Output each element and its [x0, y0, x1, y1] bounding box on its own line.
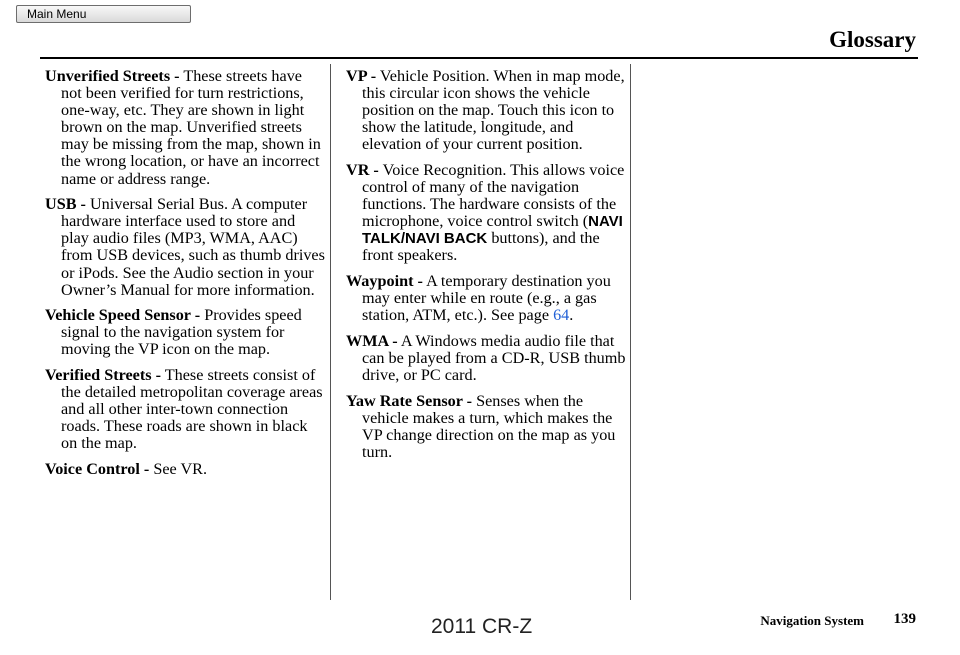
page-title: Glossary [829, 27, 916, 52]
glossary-term: WMA - [346, 331, 398, 350]
glossary-term: VR - [346, 160, 379, 179]
main-menu-button[interactable]: Main Menu [16, 5, 191, 23]
glossary-definition: Universal Serial Bus. A computer hardware interface used to store and play audio files (MP3, WMA, AAC) from USB devices, such as thumb drives or iPods. See the Audio section in your Owner’s Manual for more information. [61, 195, 325, 299]
glossary-definition: Voice Recognition. This allows voice control of many of the navigation functions. The hardware consists of the microphone, voice control switch ( [362, 160, 625, 231]
glossary-entry-voice-control [45, 461, 325, 478]
column-divider-right [630, 64, 631, 600]
watermark: 2011 CR-Z [431, 615, 533, 638]
glossary-definition: Provides speed signal to the navigation system for moving the VP icon on the map. [61, 306, 302, 359]
glossary-term: Unverified Streets - [45, 67, 180, 85]
glossary-entry-vr [346, 162, 626, 265]
glossary-definition: See VR. [153, 459, 208, 478]
glossary-entry-unverified-streets [45, 68, 325, 188]
glossary-term: Yaw Rate Sensor - [346, 391, 473, 410]
glossary-entry-vehicle-speed-sensor [45, 307, 325, 358]
glossary-definition: Vehicle Position. When in map mode, this circular icon shows the vehicle position on the map. Touch this icon to show the latitude, longitude, and elevation of your current position. [362, 67, 625, 154]
glossary-term: USB - [45, 195, 86, 214]
glossary-entry-verified-streets [45, 367, 325, 452]
glossary-definition: These streets have not been verified for turn restrictions, one-way, etc. They are shown in light brown on the map. Unverified streets may be missing from the map, shown in the wrong location, or have an incorrect name or address range. [61, 67, 321, 188]
glossary-entry-yaw-rate-sensor [346, 393, 626, 461]
glossary-definition: A Windows media audio file that can be played from a CD-R, USB thumb drive, or PC card. [362, 331, 626, 384]
glossary-entry-vp [346, 68, 626, 153]
navi-buttons-label: NAVI TALK/NAVI BACK [362, 213, 623, 248]
glossary-definition: Senses when the vehicle makes a turn, which makes the VP change direction on the map as you turn. [362, 391, 616, 461]
column-divider-left [330, 64, 331, 600]
glossary-term: Vehicle Speed Sensor - [45, 306, 201, 325]
page-number: 139 [893, 611, 916, 627]
page-64-link[interactable]: 64 [553, 306, 570, 325]
glossary-term: VP - [346, 67, 377, 85]
glossary-term: Waypoint - [346, 272, 423, 291]
glossary-definition: A temporary destination you may enter while en route (e.g., a gas station, ATM, etc.). See page [362, 272, 611, 325]
glossary-term: Verified Streets - [45, 366, 161, 384]
glossary-entry-waypoint [346, 273, 626, 324]
glossary-entry-usb [45, 196, 325, 299]
glossary-definition-end: . [569, 306, 574, 325]
glossary-term: Voice Control - [45, 459, 150, 478]
footer-section-label: Navigation System [760, 613, 864, 628]
glossary-definition-end: buttons), and the front speakers. [362, 229, 600, 265]
glossary-column-left [45, 68, 325, 487]
glossary-entry-wma [346, 333, 626, 384]
glossary-definition: These streets consist of the detailed metropolitan coverage areas and all other inter-town connection roads. These roads are shown in black on the map. [61, 366, 323, 453]
glossary-column-middle [346, 68, 626, 469]
title-rule [40, 57, 918, 59]
